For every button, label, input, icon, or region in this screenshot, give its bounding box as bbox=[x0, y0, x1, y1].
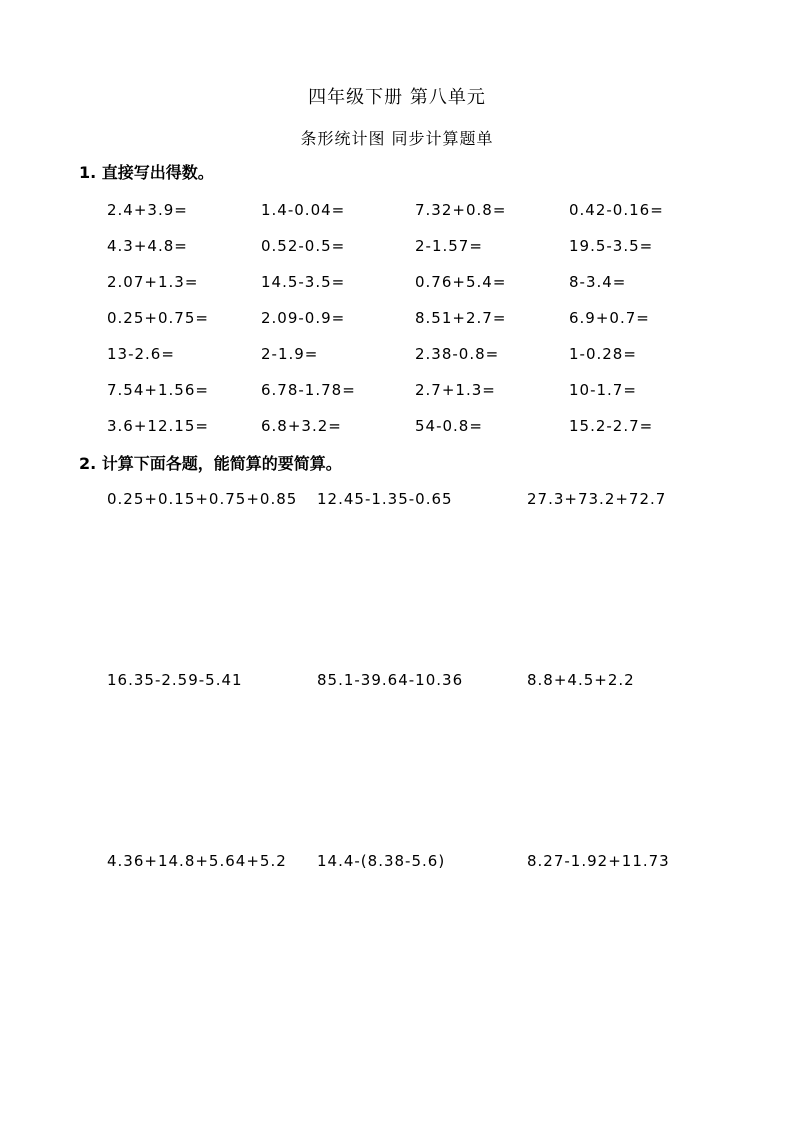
arithmetic-problem: 2.4+3.9= bbox=[107, 201, 188, 219]
calculation-problem: 8.8+4.5+2.2 bbox=[527, 671, 635, 689]
direct-answer-grid bbox=[107, 198, 723, 450]
arithmetic-problem: 0.42-0.16= bbox=[569, 201, 664, 219]
arithmetic-problem: 4.3+4.8= bbox=[107, 237, 188, 255]
arithmetic-problem: 0.25+0.75= bbox=[107, 309, 209, 327]
calculation-problem: 4.36+14.8+5.64+5.2 bbox=[107, 852, 287, 870]
arithmetic-problem: 1-0.28= bbox=[569, 345, 637, 363]
arithmetic-problem: 2-1.9= bbox=[261, 345, 319, 363]
calculation-problem: 12.45-1.35-0.65 bbox=[317, 490, 453, 508]
arithmetic-problem: 2-1.57= bbox=[415, 237, 483, 255]
calculation-problem: 14.4-(8.38-5.6) bbox=[317, 852, 446, 870]
arithmetic-problem: 2.7+1.3= bbox=[415, 381, 496, 399]
calculation-problem: 8.27-1.92+11.73 bbox=[527, 852, 670, 870]
arithmetic-problem: 8.51+2.7= bbox=[415, 309, 507, 327]
arithmetic-problem: 14.5-3.5= bbox=[261, 273, 346, 291]
arithmetic-problem: 0.76+5.4= bbox=[415, 273, 507, 291]
arithmetic-problem: 2.09-0.9= bbox=[261, 309, 346, 327]
arithmetic-problem: 6.8+3.2= bbox=[261, 417, 342, 435]
arithmetic-problem: 19.5-3.5= bbox=[569, 237, 654, 255]
arithmetic-problem: 6.9+0.7= bbox=[569, 309, 650, 327]
section-2-heading: 2. 计算下面各题，能简算的要简算。 bbox=[79, 454, 342, 473]
calculation-problem: 85.1-39.64-10.36 bbox=[317, 671, 464, 689]
arithmetic-problem: 10-1.7= bbox=[569, 381, 637, 399]
arithmetic-problem: 15.2-2.7= bbox=[569, 417, 654, 435]
arithmetic-problem: 13-2.6= bbox=[107, 345, 175, 363]
arithmetic-problem: 7.32+0.8= bbox=[415, 201, 507, 219]
arithmetic-problem: 8-3.4= bbox=[569, 273, 627, 291]
arithmetic-problem: 3.6+12.15= bbox=[107, 417, 209, 435]
calculation-grid bbox=[107, 487, 767, 1030]
arithmetic-problem: 2.38-0.8= bbox=[415, 345, 500, 363]
calculation-problem: 27.3+73.2+72.7 bbox=[527, 490, 667, 508]
arithmetic-problem: 2.07+1.3= bbox=[107, 273, 199, 291]
arithmetic-problem: 0.52-0.5= bbox=[261, 237, 346, 255]
arithmetic-problem: 1.4-0.04= bbox=[261, 201, 346, 219]
arithmetic-problem: 7.54+1.56= bbox=[107, 381, 209, 399]
arithmetic-problem: 54-0.8= bbox=[415, 417, 483, 435]
calculation-problem: 0.25+0.15+0.75+0.85 bbox=[107, 490, 298, 508]
calculation-problem: 16.35-2.59-5.41 bbox=[107, 671, 243, 689]
section-1-heading: 1. 直接写出得数。 bbox=[79, 163, 214, 182]
arithmetic-problem: 6.78-1.78= bbox=[261, 381, 356, 399]
page-title: 四年级下册 第八单元 bbox=[308, 87, 486, 108]
page-subtitle: 条形统计图 同步计算题单 bbox=[300, 129, 494, 148]
